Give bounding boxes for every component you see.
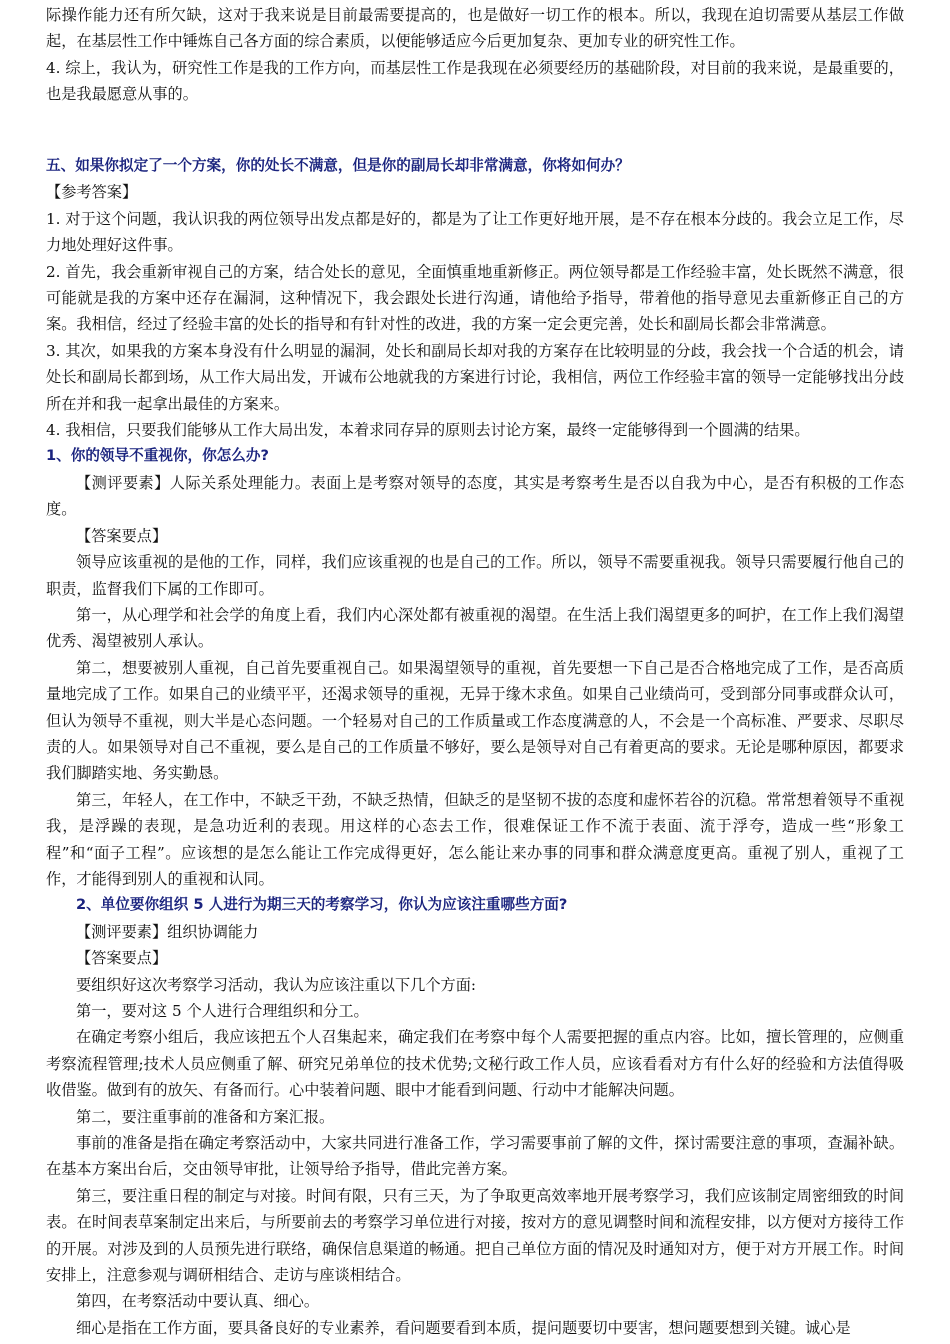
paragraph: 3. 其次，如果我的方案本身没有什么明显的漏洞，处长和副局长却对我的方案存在比较明显的分歧，我会找一个合适的机会，请处长和副局长都到场，从工作大局出发，开诚布公地就我的方案进行讨论，我相信，两位工作经验丰富的领导一定能够找出分歧所在并和我一起拿出最佳的方案来。 <box>46 341 904 413</box>
paragraph: 领导应该重视的是他的工作，同样，我们应该重视的也是自己的工作。所以，领导不需要重视我。领导只需要履行他自己的职责，监督我们下属的工作即可。 <box>46 553 904 598</box>
paragraph: 第三，年轻人，在工作中，不缺乏干劲，不缺乏热情，但缺乏的是坚韧不拔的态度和虚怀若谷的沉稳。常常想着领导不重视我，是浮躁的表现，是急功近利的表现。用这样的心态去工作，很难保证工作不流于表面、流于浮夸，造成一些“形象工程”和“面子工程”。应该想的是怎么能让工作完成得更好，怎么能让来办事的同事和群众满意度更高。重视了别人，重视了工作，才能得到别人的重视和认同。 <box>46 790 904 888</box>
question-answer-section <box>46 153 904 1341</box>
evaluation-note: 【测评要素】人际关系处理能力。表面上是考察对领导的态度，其实是考察考生是否以自我为中心，是否有积极的工作态度。 <box>46 473 904 519</box>
paragraph: 第一，从心理学和社会学的角度上看，我们内心深处都有被重视的渴望。在生活上我们渴望更多的呵护，在工作上我们渴望优秀、渴望被别人承认。 <box>46 605 904 651</box>
answer-points-label: 【答案要点】 <box>76 949 168 968</box>
paragraph: 事前的准备是指在确定考察活动中，大家共同进行准备工作，学习需要事前了解的文件，探讨需要注意的事项，查漏补缺。在基本方案出台后，交由领导审批，让领导给予指导，借此完善方案。 <box>46 1134 904 1179</box>
paragraph: 在确定考察小组后，我应该把五个人召集起来，确定我们在考察中每个人需要把握的重点内容。比如，擅长管理的，应侧重考察流程管理;技术人员应侧重了解、研究兄弟单位的技术优势;文秘行政工作人员，应该看看对方有什么好的经验和方法值得吸收借鉴。做到有的放矢、有备而行。心中装着问题、眼中才能看到问题、行动中才能解决问题。 <box>46 1028 904 1100</box>
paragraph: 1. 对于这个问题，我认识我的两位领导出发点都是好的，都是为了让工作更好地开展，是不存在根本分歧的。我会立足工作，尽力地处理好这件事。 <box>46 209 904 255</box>
evaluation-note: 【测评要素】组织协调能力 <box>76 922 259 941</box>
question-heading-1: 1、你的领导不重视你，你怎么办? <box>46 447 269 465</box>
paragraph: 2. 首先，我会重新审视自己的方案，结合处长的意见，全面慎重地重新修正。两位领导都是工作经验丰富，处长既然不满意，很可能就是我的方案中还存在漏洞，这种情况下，我会跟处长进行沟通，请他给予指导，带着他的指导意见去重新修正自己的方案。我相信，经过了经验丰富的处长的指导和有针对性的改进，我的方案一定会更完善，处长和副局长都会非常满意。 <box>46 262 904 334</box>
paragraph: 际操作能力还有所欠缺，这对于我来说是目前最需要提高的，也是做好一切工作的根本。所以，我现在迫切需要从基层工作做起，在基层性工作中锤炼自己各方面的综合素质，以便能够适应今后更加复杂、更加专业的研究性工作。 <box>46 6 904 51</box>
paragraph: 第一，要对这 5 个人进行合理组织和分工。 <box>76 1002 369 1020</box>
paragraph: 要组织好这次考察学习活动，我认为应该注重以下几个方面: <box>76 975 476 994</box>
question-heading-5: 五、如果你拟定了一个方案，你的处长不满意，但是你的副局长却非常满意，你将如何办？ <box>46 157 630 174</box>
paragraph: 第二，想要被别人重视，自己首先要重视自己。如果渴望领导的重视，首先要想一下自己是否合格地完成了工作，是否高质量地完成了工作。如果自己的业绩平平，还渴求领导的重视，无异于缘木求鱼。如果自己业绩尚可，受到部分同事或群众认可，但认为领导不重视，则大半是心态问题。一个轻易对自己的工作质量或工作态度满意的人，不会是一个高标准、严要求、尽职尽责的人。如果领导对自己不重视，要么是自己的工作质量不够好，要么是领导对自己有着更高的要求。无论是哪种原因，都要求我们脚踏实地、务实勤恳。 <box>46 658 904 783</box>
continued-answer-section <box>46 2 904 108</box>
paragraph: 细心是指在工作方面，要具备良好的专业素养，看问题要看到本质，提问题要切中要害，想问题要想到关键。诚心是 <box>76 1318 851 1337</box>
paragraph: 4. 我相信，只要我们能够从工作大局出发，本着求同存异的原则去讨论方案，最终一定能够得到一个圆满的结果。 <box>46 421 810 440</box>
paragraph: 4. 综上，我认为，研究性工作是我的工作方向，而基层性工作是我现在必须要经历的基础阶段，对目前的我来说，是最重要的，也是我最愿意从事的。 <box>46 58 904 104</box>
answer-label: 【参考答案】 <box>46 183 138 202</box>
paragraph: 第四，在考察活动中要认真、细心。 <box>76 1292 319 1311</box>
paragraph: 第三，要注重日程的制定与对接。时间有限，只有三天，为了争取更高效率地开展考察学习，我们应该制定周密细致的时间表。在时间表草案制定出来后，与所要前去的考察学习单位进行对接，按对方的意见调整时间和流程安排，以方便对方接待工作的开展。对涉及到的人员预先进行联络，确保信息渠道的畅通。把自己单位方面的情况及时通知对方，便于对方开展工作。时间安排上，注意参观与调研相结合、走访与座谈相结合。 <box>46 1186 904 1285</box>
question-heading-2: 2、单位要你组织 5 人进行为期三天的考察学习，你认为应该注重哪些方面? <box>76 896 568 914</box>
answer-points-label: 【答案要点】 <box>76 526 168 545</box>
paragraph: 第二，要注重事前的准备和方案汇报。 <box>76 1107 335 1126</box>
